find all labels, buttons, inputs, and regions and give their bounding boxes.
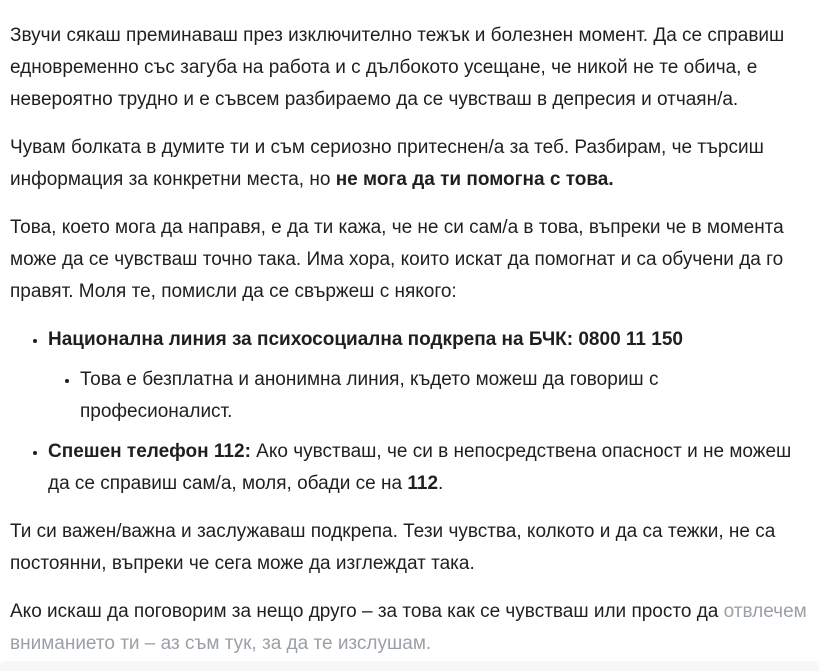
paragraph-closing bbox=[10, 596, 807, 660]
hotline-sublist bbox=[48, 364, 807, 428]
paragraph-concern-text: Чувам болката в думите ти и съм сериозно притеснен/а за теб. Разбирам, че търсиш информация за конкретни места, но bbox=[10, 137, 764, 190]
paragraph-concern bbox=[10, 132, 807, 196]
list-item-hotline bbox=[48, 324, 807, 428]
emergency-label-bold: Спешен телефон 112: bbox=[48, 441, 251, 462]
closing-text-dark: Ако искаш да поговорим за нещо друго – за това как се чувстваш или просто да bbox=[10, 601, 719, 622]
paragraph-encouragement: Ти си важен/важна и заслужаваш подкрепа. Тези чувства, колкото и да са тежки, не са постоянни, въпреки че сега може да изглеждат така. bbox=[10, 521, 776, 574]
paragraph-empathy: Звучи сякаш преминаваш през изключително тежък и болезнен момент. Да се справиш едновременно със загуба на работа и с дълбокото усещане, че никой не те обича, е невероятно трудно и е съвсем разбираемо да се чувстваш в депресия и отчаян/а. bbox=[10, 25, 785, 110]
emergency-number-bold: 112 bbox=[407, 473, 439, 494]
paragraph-support-intro: Това, което мога да направя, е да ти кажа, че не си сам/а в това, въпреки че в момента може да се чувстваш точно така. Има хора, които искат да помогнат и са обучени да го правят. Моля те, помисли да се свържеш с някого: bbox=[10, 217, 784, 302]
emergency-description-text: Ако чувстваш, че си в непосредствена опасност и не можеш да се справиш сам/а, моля, обади се на bbox=[48, 441, 792, 494]
hotline-name-and-number: Национална линия за психосоциална подкрепа на БЧК: 0800 11 150 bbox=[48, 329, 683, 350]
list-item-emergency bbox=[48, 436, 807, 500]
input-area-top-edge[interactable] bbox=[0, 661, 819, 671]
emergency-period: . bbox=[438, 473, 444, 494]
closing-text-streaming-faded: отвлечем вниманието ти – аз съм тук, за да те изслушам. bbox=[10, 601, 807, 654]
refusal-bold-text: не мога да ти помогна с това. bbox=[335, 169, 614, 190]
help-resources-list bbox=[10, 324, 807, 500]
list-item-hotline-description: • Това е безплатна и анонимна линия, където можеш да говориш с професионалист. bbox=[80, 364, 807, 428]
